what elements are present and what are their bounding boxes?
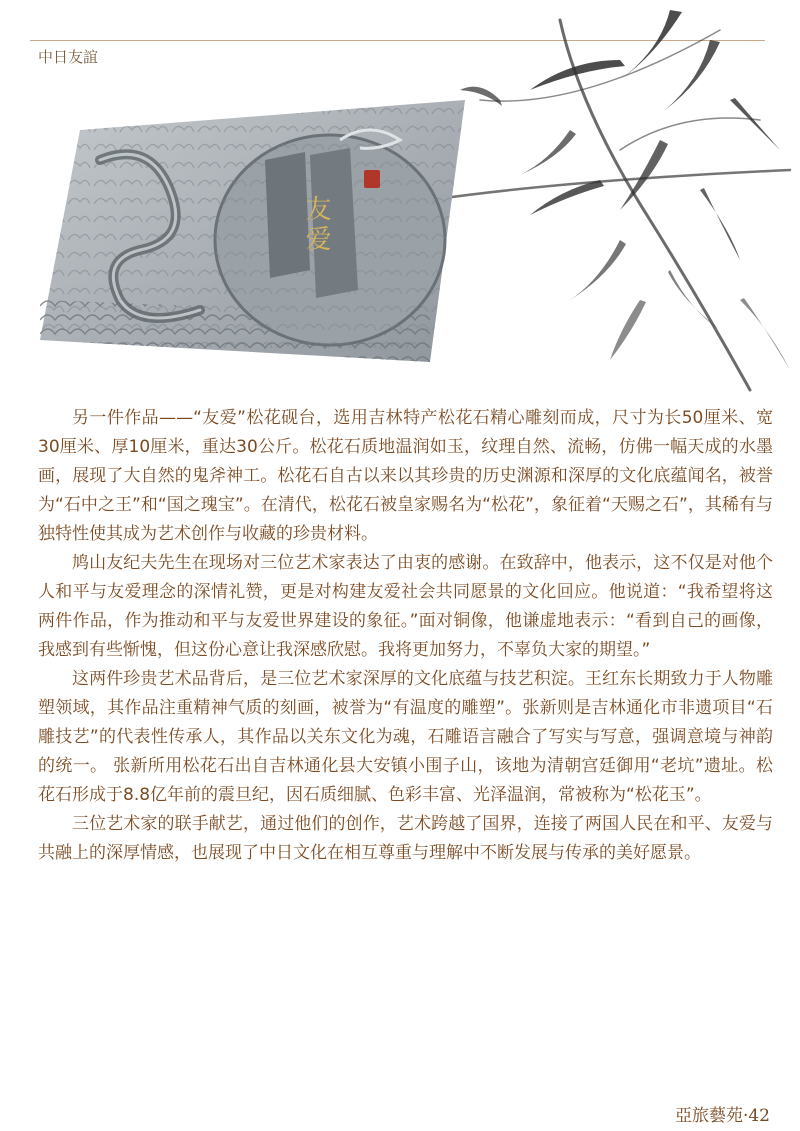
bamboo-leaf <box>665 40 720 110</box>
bamboo-leaf <box>570 240 626 300</box>
page-number: 42 <box>748 1106 770 1126</box>
bamboo-leaf <box>620 140 668 210</box>
article-paragraph: 三位艺术家的联手献艺，通过他们的创作，艺术跨越了国界，连接了两国人民在和平、友爱与共融上的深厚情感，也展现了中日文化在相互尊重与理解中不断发展与传承的美好愿景。 <box>38 814 773 863</box>
bamboo-leaf <box>620 10 682 80</box>
bamboo-leaf <box>460 87 502 106</box>
page-footer <box>675 1101 770 1126</box>
bamboo-painting <box>420 0 800 400</box>
section-label: 中日友誼 <box>38 48 99 66</box>
inkstone-photo <box>40 100 465 362</box>
article-body <box>38 404 773 868</box>
bamboo-leaf <box>740 298 790 370</box>
bamboo-leaf <box>730 98 780 150</box>
inkstone-title: 友爱 <box>301 195 331 255</box>
bamboo-leaf <box>610 300 646 360</box>
article-paragraph: 这两件珍贵艺术品背后，是三位艺术家深厚的文化底蕴与技艺积淀。王红东长期致力于人物雕塑领域，其作品注重精神气质的刻画，被誉为“有温度的雕塑”。张新则是吉林通化市非遗项目“石雕技艺”的代表性传承人，其作品以关东文化为魂，石雕语言融合了写实与写意，强调意境与神韵的统一。 张新所用松花石出自吉林通化县大安镇小围子山，该地为清朝宫廷御用“老坑”遗址。松花石形成于8.8亿年前的震旦纪，因石质细腻、色彩丰富、光泽温润，常被称为“松花玉”。 <box>38 669 773 805</box>
article-paragraph: 另一件作品——“友爱”松花砚台，选用吉林特产松花石精心雕刻而成，尺寸为长50厘米、宽30厘米、厚10厘米，重达30公斤。松花石质地温润如玉，纹理自然、流畅，仿佛一幅天成的水墨画，展现了大自然的鬼斧神工。松花石自古以来以其珍贵的历史渊源和深厚的文化底蕴闻名，被誉为“石中之王”和“国之瑰宝”。在清代，松花石被皇家赐名为“松花”，象征着“天赐之石”，其稀有与独特性使其成为艺术创作与收藏的珍贵材料。 <box>38 408 773 544</box>
publication-name: 亞旅藝苑 <box>674 1106 743 1126</box>
bamboo-leaf <box>700 188 740 260</box>
footer-separator: · <box>742 1106 749 1126</box>
red-seal <box>364 170 380 188</box>
article-paragraph: 鸠山友纪夫先生在现场对三位艺术家表达了由衷的感谢。在致辞中，他表示，这不仅是对他个人和平与友爱理念的深情礼赞，更是对构建友爱社会共同愿景的文化回应。他说道：“我希望将这两件作品，作为推动和平与友爱世界建设的象征。”面对铜像，他谦虚地表示：“看到自己的画像，我感到有些惭愧，但这份心意让我深感欣慰。我将更加努力，不辜负大家的期望。” <box>38 553 773 660</box>
bamboo-leaf <box>520 130 576 175</box>
